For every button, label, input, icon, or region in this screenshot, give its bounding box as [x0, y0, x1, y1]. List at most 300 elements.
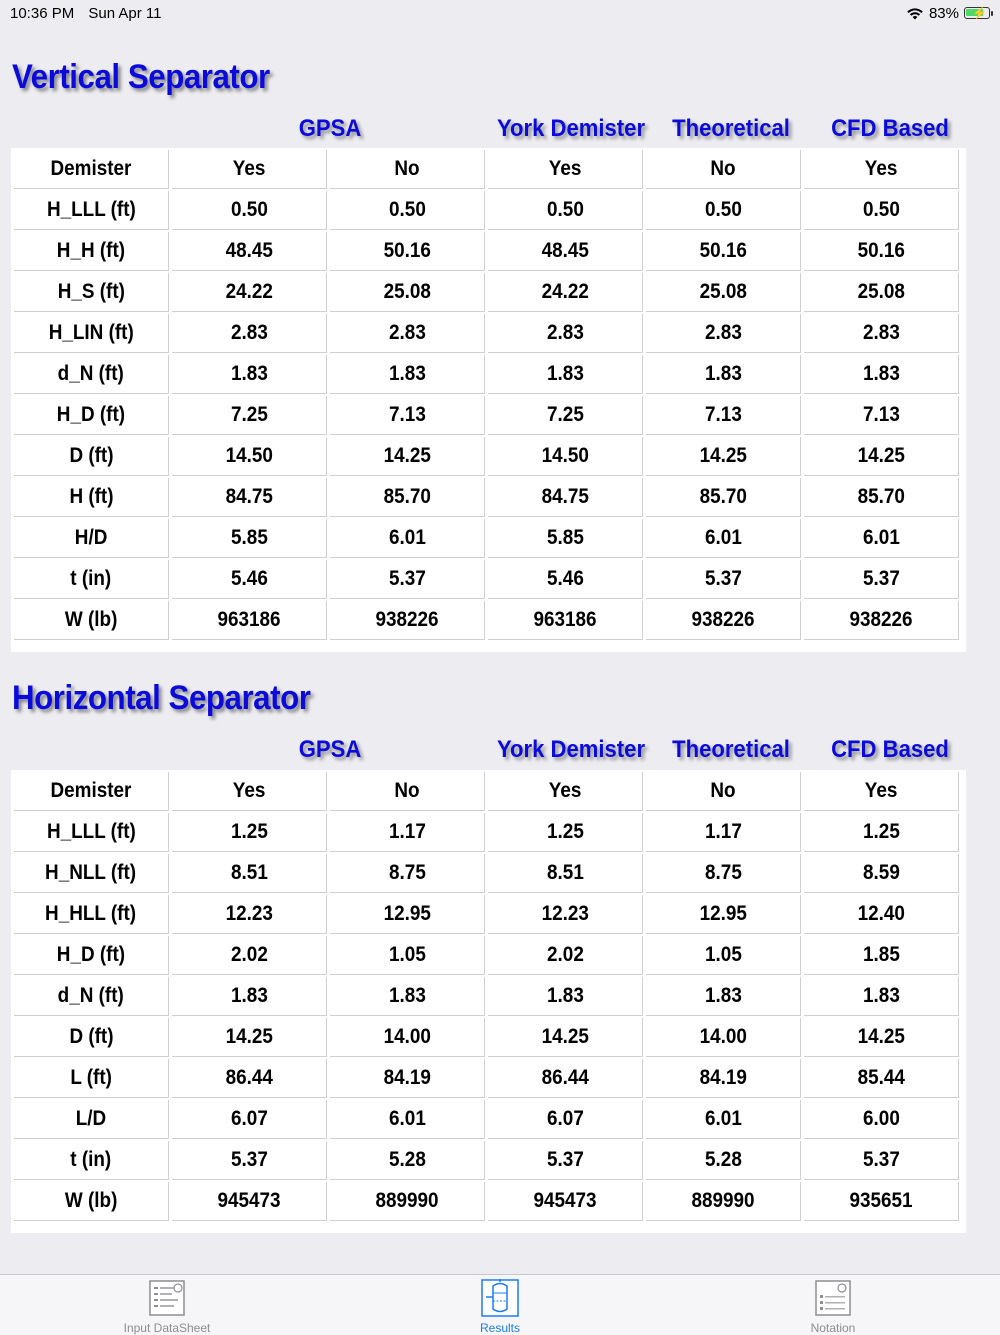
charging-bolt-icon: ⚡ [972, 6, 987, 20]
value-cell [488, 191, 643, 230]
value-cell [488, 273, 643, 312]
cell-value: 1.85 [862, 943, 900, 966]
value-cell [646, 1182, 801, 1221]
table-row [14, 314, 959, 353]
value-cell [646, 601, 801, 640]
method-cfd-based: CFD Based [831, 736, 949, 763]
table-row [14, 273, 959, 312]
row-label: d_N (ft) [57, 362, 125, 385]
value-cell [804, 437, 959, 476]
cell-value: 1.83 [230, 362, 268, 385]
cell-value: 14.25 [857, 444, 905, 467]
value-cell [330, 936, 485, 975]
cell-value: 5.46 [546, 567, 584, 590]
row-label-cell [14, 895, 169, 934]
cell-value: 1.83 [388, 362, 426, 385]
cell-value: 14.25 [541, 1025, 589, 1048]
cell-value: 5.37 [862, 1148, 900, 1171]
value-cell [488, 519, 643, 558]
table-row [14, 396, 959, 435]
value-cell [488, 437, 643, 476]
value-cell [172, 1182, 327, 1221]
cell-value: 14.00 [699, 1025, 747, 1048]
value-cell [330, 854, 485, 893]
value-cell [172, 191, 327, 230]
row-label: H_NLL (ft) [45, 861, 137, 884]
datasheet-icon [148, 1279, 186, 1317]
horizontal-results-table [11, 770, 966, 1233]
value-cell [330, 895, 485, 934]
value-cell [330, 772, 485, 811]
cell-value: 6.01 [388, 1107, 426, 1130]
cell-value: 12.40 [857, 902, 905, 925]
value-cell [330, 813, 485, 852]
cell-value: 6.01 [704, 526, 742, 549]
value-cell [488, 355, 643, 394]
table-row [14, 150, 959, 189]
value-cell [804, 191, 959, 230]
table-row [14, 977, 959, 1016]
battery-icon [964, 7, 990, 19]
table-row [14, 601, 959, 640]
row-label: d_N (ft) [57, 984, 125, 1007]
cell-value: 945473 [533, 1189, 597, 1212]
row-label: t (in) [70, 1148, 112, 1171]
value-cell [330, 1182, 485, 1221]
cell-value: 25.08 [857, 280, 905, 303]
table-row [14, 1141, 959, 1180]
value-cell [804, 1059, 959, 1098]
row-label-cell [14, 1141, 169, 1180]
cell-value: 14.25 [857, 1025, 905, 1048]
value-cell [646, 1100, 801, 1139]
cell-value: 85.70 [857, 485, 905, 508]
value-cell [330, 355, 485, 394]
table-row [14, 1059, 959, 1098]
cell-value: 6.07 [546, 1107, 584, 1130]
row-label-cell [14, 560, 169, 599]
value-cell [488, 396, 643, 435]
row-label-cell [14, 478, 169, 517]
row-label-cell [14, 854, 169, 893]
cell-value: 86.44 [225, 1066, 273, 1089]
row-label: D (ft) [68, 1025, 114, 1048]
cell-value: 14.25 [699, 444, 747, 467]
value-cell [488, 1018, 643, 1057]
value-cell [804, 519, 959, 558]
value-cell [488, 936, 643, 975]
row-label: Demister [50, 779, 132, 802]
table-row [14, 936, 959, 975]
cell-value: 0.50 [862, 198, 900, 221]
vertical-method-header [0, 115, 1000, 145]
cell-value: 7.25 [230, 403, 268, 426]
value-cell [172, 813, 327, 852]
table-row [14, 1018, 959, 1057]
row-label: H/D [74, 526, 108, 549]
cell-value: Yes [864, 157, 898, 180]
value-cell [330, 191, 485, 230]
value-cell [488, 813, 643, 852]
value-cell [646, 273, 801, 312]
value-cell [646, 854, 801, 893]
value-cell [172, 232, 327, 271]
cell-value: 84.75 [225, 485, 273, 508]
row-label: H_D (ft) [56, 403, 126, 426]
value-cell [804, 355, 959, 394]
value-cell [804, 1182, 959, 1221]
row-label: H_LIN (ft) [48, 321, 134, 344]
cell-value: 12.23 [225, 902, 273, 925]
value-cell [330, 1059, 485, 1098]
value-cell [488, 977, 643, 1016]
row-label: H_H (ft) [56, 239, 126, 262]
cell-value: 938226 [375, 608, 439, 631]
row-label-cell [14, 1059, 169, 1098]
method-theoretical: Theoretical [672, 736, 790, 763]
cell-value: 2.83 [704, 321, 742, 344]
value-cell [330, 1141, 485, 1180]
value-cell [804, 478, 959, 517]
value-cell [488, 854, 643, 893]
horizontal-method-header [0, 736, 1000, 766]
cell-value: 1.25 [862, 820, 900, 843]
cell-value: 84.19 [383, 1066, 431, 1089]
row-label-cell [14, 396, 169, 435]
row-label: W (lb) [64, 1189, 118, 1212]
row-label: H_LLL (ft) [46, 820, 136, 843]
value-cell [646, 936, 801, 975]
cell-value: 8.75 [388, 861, 426, 884]
cell-value: 14.50 [541, 444, 589, 467]
cell-value: 889990 [375, 1189, 439, 1212]
value-cell [330, 437, 485, 476]
cell-value: 48.45 [541, 239, 589, 262]
notation-icon [814, 1279, 852, 1317]
row-label-cell [14, 519, 169, 558]
cell-value: No [710, 779, 736, 802]
cell-value: 1.83 [546, 984, 584, 1007]
table-row [14, 560, 959, 599]
cell-value: 14.50 [225, 444, 273, 467]
cell-value: 5.37 [230, 1148, 268, 1171]
battery-percent: 83% [928, 4, 959, 22]
cell-value: No [710, 157, 736, 180]
cell-value: 8.51 [230, 861, 268, 884]
value-cell [172, 772, 327, 811]
value-cell [172, 1141, 327, 1180]
row-label-cell [14, 1018, 169, 1057]
value-cell [804, 601, 959, 640]
cell-value: 1.83 [388, 984, 426, 1007]
value-cell [488, 1182, 643, 1221]
tab-input-datasheet[interactable] [107, 1279, 227, 1335]
value-cell [488, 1059, 643, 1098]
cell-value: 14.00 [383, 1025, 431, 1048]
table-row [14, 191, 959, 230]
row-label-cell [14, 772, 169, 811]
value-cell [172, 437, 327, 476]
value-cell [804, 273, 959, 312]
cell-value: 7.13 [388, 403, 426, 426]
cell-value: 50.16 [857, 239, 905, 262]
row-label-cell [14, 314, 169, 353]
cell-value: 2.83 [546, 321, 584, 344]
cell-value: Yes [548, 157, 582, 180]
row-label: t (in) [70, 567, 112, 590]
row-label: H_S (ft) [57, 280, 125, 303]
cell-value: 6.01 [388, 526, 426, 549]
row-label-cell [14, 977, 169, 1016]
results-content[interactable] [0, 26, 1000, 1274]
value-cell [646, 314, 801, 353]
value-cell [488, 560, 643, 599]
value-cell [804, 1018, 959, 1057]
row-label-cell [14, 191, 169, 230]
value-cell [804, 1100, 959, 1139]
cell-value: 2.02 [546, 943, 584, 966]
cell-value: 5.85 [230, 526, 268, 549]
value-cell [646, 437, 801, 476]
cell-value: 2.02 [230, 943, 268, 966]
row-label-cell [14, 936, 169, 975]
value-cell [172, 854, 327, 893]
cell-value: 85.70 [383, 485, 431, 508]
cell-value: 2.83 [230, 321, 268, 344]
value-cell [804, 560, 959, 599]
table-row [14, 772, 959, 811]
value-cell [330, 1018, 485, 1057]
table-row [14, 232, 959, 271]
tab-notation[interactable] [773, 1279, 893, 1335]
value-cell [330, 977, 485, 1016]
vertical-results-table [11, 148, 966, 652]
cell-value: 2.83 [388, 321, 426, 344]
value-cell [330, 232, 485, 271]
method-york-demister: York Demister [496, 115, 646, 142]
status-date: Sun Apr 11 [88, 4, 162, 22]
cell-value: 938226 [849, 608, 913, 631]
table-row [14, 1182, 959, 1221]
value-cell [646, 895, 801, 934]
cell-value: 14.25 [383, 444, 431, 467]
value-cell [330, 560, 485, 599]
row-label-cell [14, 232, 169, 271]
value-cell [172, 355, 327, 394]
table-row [14, 519, 959, 558]
method-theoretical: Theoretical [672, 115, 790, 142]
cell-value: 0.50 [546, 198, 584, 221]
cell-value: 12.95 [699, 902, 747, 925]
cell-value: 0.50 [230, 198, 268, 221]
row-label: H_HLL (ft) [45, 902, 137, 925]
value-cell [172, 977, 327, 1016]
tab-label: Input DataSheet [123, 1321, 211, 1335]
table-row [14, 813, 959, 852]
status-left [10, 5, 172, 22]
cell-value: 1.83 [230, 984, 268, 1007]
cell-value: 8.59 [862, 861, 900, 884]
cell-value: 1.05 [388, 943, 426, 966]
separator-vessel-icon [481, 1279, 519, 1317]
value-cell [172, 601, 327, 640]
value-cell [330, 314, 485, 353]
value-cell [804, 895, 959, 934]
value-cell [330, 478, 485, 517]
row-label-cell [14, 1182, 169, 1221]
cell-value: 1.83 [546, 362, 584, 385]
method-cfd-based: CFD Based [831, 115, 949, 142]
cell-value: 6.01 [704, 1107, 742, 1130]
method-gpsa: GPSA [298, 115, 362, 142]
value-cell [488, 478, 643, 517]
cell-value: 86.44 [541, 1066, 589, 1089]
row-label-cell [14, 273, 169, 312]
value-cell [646, 355, 801, 394]
row-label-cell [14, 1100, 169, 1139]
value-cell [804, 396, 959, 435]
cell-value: No [394, 157, 420, 180]
value-cell [804, 772, 959, 811]
cell-value: 7.13 [862, 403, 900, 426]
value-cell [488, 314, 643, 353]
cell-value: 5.46 [230, 567, 268, 590]
status-time: 10:36 PM [10, 4, 75, 22]
row-label-cell [14, 150, 169, 189]
cell-value: 1.17 [388, 820, 426, 843]
horizontal-section-title: Horizontal Separator [12, 679, 311, 717]
value-cell [330, 1100, 485, 1139]
cell-value: 2.83 [862, 321, 900, 344]
value-cell [172, 150, 327, 189]
value-cell [488, 232, 643, 271]
cell-value: 7.25 [546, 403, 584, 426]
table-row [14, 1100, 959, 1139]
cell-value: 24.22 [225, 280, 273, 303]
value-cell [172, 314, 327, 353]
cell-value: 85.44 [857, 1066, 905, 1089]
value-cell [646, 1141, 801, 1180]
cell-value: 945473 [217, 1189, 281, 1212]
cell-value: 5.37 [704, 567, 742, 590]
value-cell [172, 396, 327, 435]
cell-value: 24.22 [541, 280, 589, 303]
value-cell [172, 1018, 327, 1057]
value-cell [804, 813, 959, 852]
cell-value: 1.25 [230, 820, 268, 843]
value-cell [488, 895, 643, 934]
row-label: L (ft) [70, 1066, 112, 1089]
value-cell [330, 150, 485, 189]
cell-value: 50.16 [699, 239, 747, 262]
value-cell [330, 601, 485, 640]
value-cell [172, 273, 327, 312]
value-cell [804, 1141, 959, 1180]
status-right [906, 5, 990, 22]
tab-bar [0, 1274, 1000, 1335]
cell-value: 0.50 [388, 198, 426, 221]
value-cell [172, 478, 327, 517]
cell-value: 5.28 [704, 1148, 742, 1171]
value-cell [172, 936, 327, 975]
cell-value: 5.37 [388, 567, 426, 590]
cell-value: 5.28 [388, 1148, 426, 1171]
cell-value: 1.17 [704, 820, 742, 843]
cell-value: 935651 [849, 1189, 913, 1212]
value-cell [330, 396, 485, 435]
cell-value: 1.83 [862, 984, 900, 1007]
value-cell [804, 314, 959, 353]
row-label: H_LLL (ft) [46, 198, 136, 221]
cell-value: 14.25 [225, 1025, 273, 1048]
cell-value: 50.16 [383, 239, 431, 262]
value-cell [330, 273, 485, 312]
value-cell [172, 895, 327, 934]
cell-value: 0.50 [704, 198, 742, 221]
cell-value: 8.75 [704, 861, 742, 884]
value-cell [646, 519, 801, 558]
cell-value: 25.08 [383, 280, 431, 303]
cell-value: 889990 [691, 1189, 755, 1212]
value-cell [646, 560, 801, 599]
cell-value: 12.95 [383, 902, 431, 925]
value-cell [804, 232, 959, 271]
cell-value: 6.07 [230, 1107, 268, 1130]
status-bar [0, 0, 1000, 26]
value-cell [646, 977, 801, 1016]
tab-label: Notation [810, 1321, 856, 1335]
cell-value: 1.83 [862, 362, 900, 385]
cell-value: 1.25 [546, 820, 584, 843]
cell-value: 84.19 [699, 1066, 747, 1089]
cell-value: Yes [232, 779, 266, 802]
cell-value: 5.37 [862, 567, 900, 590]
value-cell [172, 1059, 327, 1098]
cell-value: Yes [864, 779, 898, 802]
cell-value: 84.75 [541, 485, 589, 508]
tab-results[interactable] [440, 1279, 560, 1335]
wifi-icon [906, 7, 924, 20]
value-cell [804, 936, 959, 975]
table-row [14, 854, 959, 893]
cell-value: 5.85 [546, 526, 584, 549]
value-cell [488, 1141, 643, 1180]
value-cell [646, 1059, 801, 1098]
value-cell [646, 478, 801, 517]
cell-value: 1.05 [704, 943, 742, 966]
cell-value: 48.45 [225, 239, 273, 262]
value-cell [646, 772, 801, 811]
row-label-cell [14, 813, 169, 852]
value-cell [646, 813, 801, 852]
cell-value: 6.00 [862, 1107, 900, 1130]
table-row [14, 355, 959, 394]
table-row [14, 437, 959, 476]
cell-value: 963186 [217, 608, 281, 631]
cell-value: 6.01 [862, 526, 900, 549]
cell-value: Yes [232, 157, 266, 180]
cell-value: No [394, 779, 420, 802]
value-cell [488, 601, 643, 640]
row-label: H (ft) [68, 485, 114, 508]
table-row [14, 478, 959, 517]
value-cell [646, 150, 801, 189]
vertical-section-title: Vertical Separator [12, 58, 270, 96]
cell-value: 1.83 [704, 984, 742, 1007]
cell-value: 7.13 [704, 403, 742, 426]
cell-value: 25.08 [699, 280, 747, 303]
row-label: H_D (ft) [56, 943, 126, 966]
